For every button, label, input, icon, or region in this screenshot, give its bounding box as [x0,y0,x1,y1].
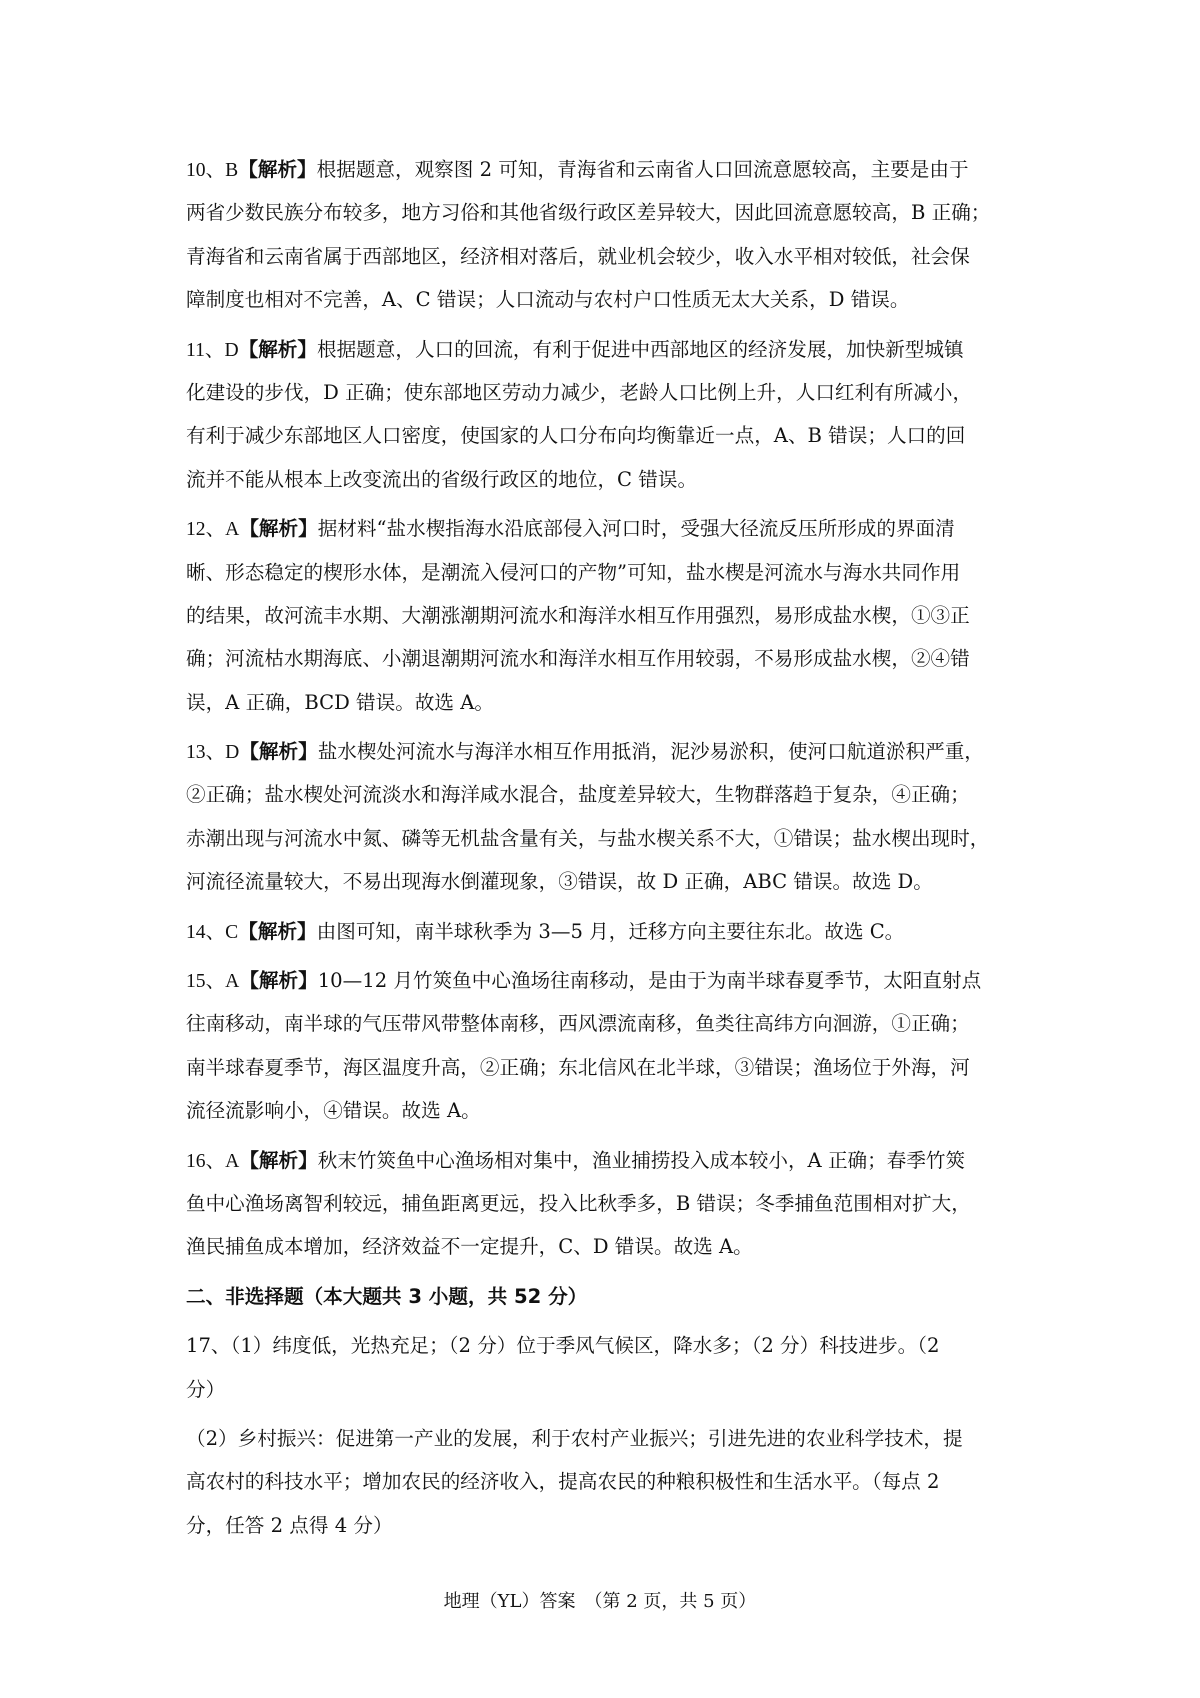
answer-12-line-4: 确；河流枯水期海底、小潮退潮期河流水和海洋水相互作用较弱，不易形成盐水楔，②④错 [186,647,970,671]
answer-13-line-1 [186,730,1026,773]
section-heading: 二、非选择题（本大题共 3 小题，共 52 分） [186,1284,588,1308]
answer-12-line-1 [186,507,1026,550]
answer-10-line-2: 两省少数民族分布较多，地方习俗和其他省级行政区差异较大，因此回流意愿较高，B 正确； [186,201,991,225]
answer-11-analysis-tag: 【解析】 [238,337,317,361]
answer-17-part1-line-2: 分） [186,1377,226,1401]
answer-17-part1-line-1: 17、（1）纬度低，光热充足；（2 分）位于季风气候区，降水多；（2 分）科技进步。（2 [186,1334,940,1358]
answer-13-line-3: 赤潮出现与河流水中氮、磷等无机盐含量有关，与盐水楔关系不大，①错误；盐水楔出现时， [186,826,990,850]
answer-12-text: 据材料“盐水楔指海水沿底部侵入河口时，受强大径流反压所形成的界面清 [317,517,955,541]
answer-11-text: 根据题意，人口的回流，有利于促进中西部地区的经济发展，加快新型城镇 [317,337,964,361]
answer-12-line-2: 晰、形态稳定的楔形水体，是潮流入侵河口的产物”可知，盐水楔是河流水与海水共同作用 [186,560,961,584]
answer-10-analysis-tag: 【解析】 [238,158,317,181]
answer-14-prefix: 14、C [186,921,239,943]
answer-11-line-3: 有利于减少东部地区人口密度，使国家的人口分布向均衡靠近一点，A、B 错误；人口的回 [186,424,966,448]
answer-17-part2-line-3: 分，任答 2 点得 4 分） [186,1513,393,1537]
answer-16-text: 秋末竹筴鱼中心渔场相对集中，渔业捕捞投入成本较小，A 正确；春季竹筴 [317,1148,966,1172]
answer-16-prefix: 16、A [186,1150,240,1172]
answer-16-line-2: 鱼中心渔场离智利较远，捕鱼距离更远，投入比秋季多，B 错误；冬季捕鱼范围相对扩大， [186,1191,971,1215]
answer-15-line-3: 南半球春夏季节，海区温度升高，②正确；东北信风在北半球，③错误；渔场位于外海，河 [186,1055,970,1079]
answer-content [186,148,1026,1547]
answer-16-line-1 [186,1139,1026,1182]
answer-10-prefix: 10、B [186,160,239,181]
answer-12-prefix: 12、A [186,519,240,541]
answer-15-prefix: 15、A [186,971,240,993]
answer-15-line-1 [186,959,1026,1002]
answer-16-analysis-tag: 【解析】 [239,1148,318,1172]
answer-15-line-2: 往南移动，南半球的气压带风带整体南移，西风漂流南移，鱼类往高纬方向洄游，①正确； [186,1012,970,1036]
answer-15-analysis-tag: 【解析】 [239,969,318,993]
answer-14-line-1 [186,910,1026,953]
answer-13-prefix: 13、D [186,742,240,764]
answer-13-line-4: 河流径流量较大，不易出现海水倒灌现象，③错误，故 D 正确，ABC 错误。故选 D。 [186,870,933,894]
answer-13-analysis-tag: 【解析】 [239,740,318,764]
answer-13-text: 盐水楔处河流水与海洋水相互作用抵消，泥沙易淤积，使河口航道淤积严重， [317,740,984,764]
answer-12-analysis-tag: 【解析】 [239,517,318,541]
answer-14-text: 由图可知，南半球秋季为 3—5 月，迁移方向主要往东北。故选 C。 [316,919,905,943]
answer-10-line-1 [186,148,1026,191]
answer-10-text: 根据题意，观察图 2 可知，青海省和云南省人口回流意愿较高，主要是由于 [316,158,969,181]
page-footer: 地理（YL）答案 （第 2 页，共 5 页） [443,1591,757,1612]
answer-17-part2-line-2: 高农村的科技水平；增加农民的经济收入，提高农民的种粮积极性和生活水平。（每点 2 [186,1470,940,1494]
answer-11-prefix: 11、D [186,339,239,361]
answer-13-line-2: ②正确；盐水楔处河流淡水和海洋咸水混合，盐度差异较大，生物群落趋于复杂，④正确； [186,783,970,807]
answer-10-line-3: 青海省和云南省属于西部地区，经济相对落后，就业机会较少，收入水平相对较低，社会保 [186,244,970,268]
answer-14-analysis-tag: 【解析】 [238,919,317,943]
answer-12-line-5: 误，A 正确，BCD 错误。故选 A。 [186,690,494,714]
answer-16-line-3: 渔民捕鱼成本增加，经济效益不一定提升，C、D 错误。故选 A。 [186,1235,753,1259]
answer-11-line-2: 化建设的步伐，D 正确；使东部地区劳动力减少，老龄人口比例上升，人口红利有所减小， [186,380,973,404]
answer-11-line-1 [186,328,1026,371]
answer-15-line-4: 流径流影响小，④错误。故选 A。 [186,1099,481,1123]
answer-12-line-3: 的结果，故河流丰水期、大潮涨潮期河流水和海洋水相互作用强烈，易形成盐水楔，①③正 [186,603,970,627]
answer-10-line-4: 障制度也相对不完善，A、C 错误；人口流动与农村户口性质无太大关系，D 错误。 [186,288,910,312]
answer-11-line-4: 流并不能从根本上改变流出的省级行政区的地位，C 错误。 [186,467,698,491]
answer-15-text: 10—12 月竹筴鱼中心渔场往南移动，是由于为南半球春夏季节，太阳直射点 [317,969,982,993]
answer-17-part2-line-1: （2）乡村振兴：促进第一产业的发展，利于农村产业振兴；引进先进的农业科学技术，提 [186,1426,963,1450]
